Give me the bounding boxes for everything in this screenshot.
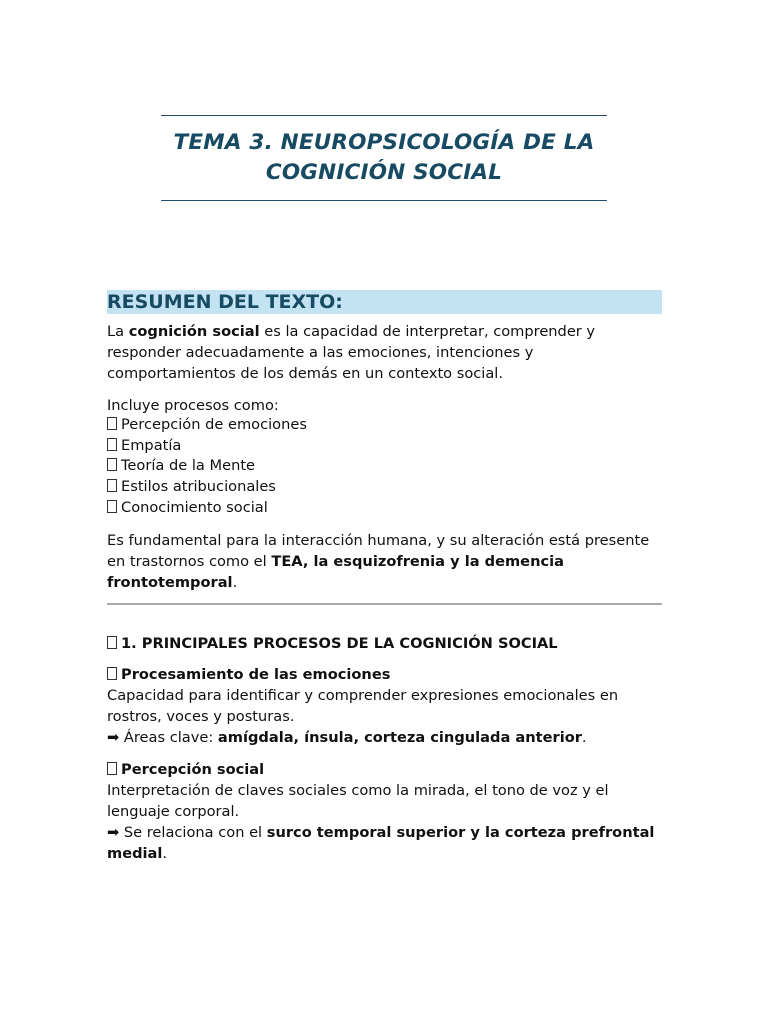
list-item: Empatía (107, 436, 662, 457)
emotions-description: Capacidad para identificar y comprender expresiones emocionales en rostros, voces y posturas. (107, 687, 619, 725)
emotions-areas-bold: amígdala, ínsula, corteza cingulada anterior (217, 729, 582, 746)
list-item: Teoría de la Mente (107, 456, 662, 477)
missing-glyph-icon (107, 762, 117, 775)
includes-label: Incluye procesos como: (107, 397, 279, 414)
section-divider (107, 603, 662, 605)
perception-description: Interpretación de claves sociales como la mirada, el tono de voz y el lenguaje corporal. (107, 782, 609, 820)
intro-suffix: es la capacidad de interpretar, comprender y responder adecuadamente a las emociones, intenciones y comportamientos de los demás en un contexto social. (107, 323, 596, 382)
perception-relation-suffix: . (162, 845, 168, 862)
closing-bold-disorders: TEA, la esquizofrenia y la demencia frontotemporal (107, 553, 564, 591)
intro-bold-term: cognición social (128, 323, 260, 340)
summary-closing (107, 530, 662, 593)
closing-prefix: Es fundamental para la interacción humana, y su alteración está presente en trastornos como el (107, 532, 650, 570)
title-block (161, 115, 607, 201)
title-line-1: TEMA 3. NEUROPSICOLOGÍA DE LA (173, 130, 595, 155)
missing-glyph-icon (107, 458, 117, 471)
emotions-areas-suffix: . (581, 729, 587, 746)
missing-glyph-icon (107, 636, 117, 649)
title-line-2: COGNICIÓN SOCIAL (265, 160, 503, 185)
perception-relation-prefix: ➡ Se relaciona con el (107, 824, 267, 841)
closing-suffix: . (232, 574, 238, 591)
perception-title: Percepción social (107, 761, 264, 778)
missing-glyph-icon (107, 479, 117, 492)
missing-glyph-icon (107, 417, 117, 430)
emotions-title: Procesamiento de las emociones (107, 666, 390, 683)
intro-prefix: La (107, 323, 129, 340)
summary-heading: RESUMEN DEL TEXTO: (107, 290, 662, 314)
section-1-heading: 1. PRINCIPALES PROCESOS DE LA COGNICIÓN SOCIAL (107, 633, 662, 654)
process-list (107, 415, 662, 519)
perception-block (107, 759, 662, 864)
missing-glyph-icon (107, 500, 117, 513)
emotions-block (107, 664, 662, 748)
emotions-areas-prefix: ➡ Áreas clave: (107, 729, 218, 746)
perception-relation-bold: surco temporal superior y la corteza prefrontal medial (107, 824, 655, 862)
list-item: Conocimiento social (107, 498, 662, 519)
summary-intro (107, 321, 662, 384)
list-item: Estilos atribucionales (107, 477, 662, 498)
missing-glyph-icon (107, 438, 117, 451)
document-title (161, 128, 607, 188)
missing-glyph-icon (107, 667, 117, 680)
list-item: Percepción de emociones (107, 415, 662, 436)
